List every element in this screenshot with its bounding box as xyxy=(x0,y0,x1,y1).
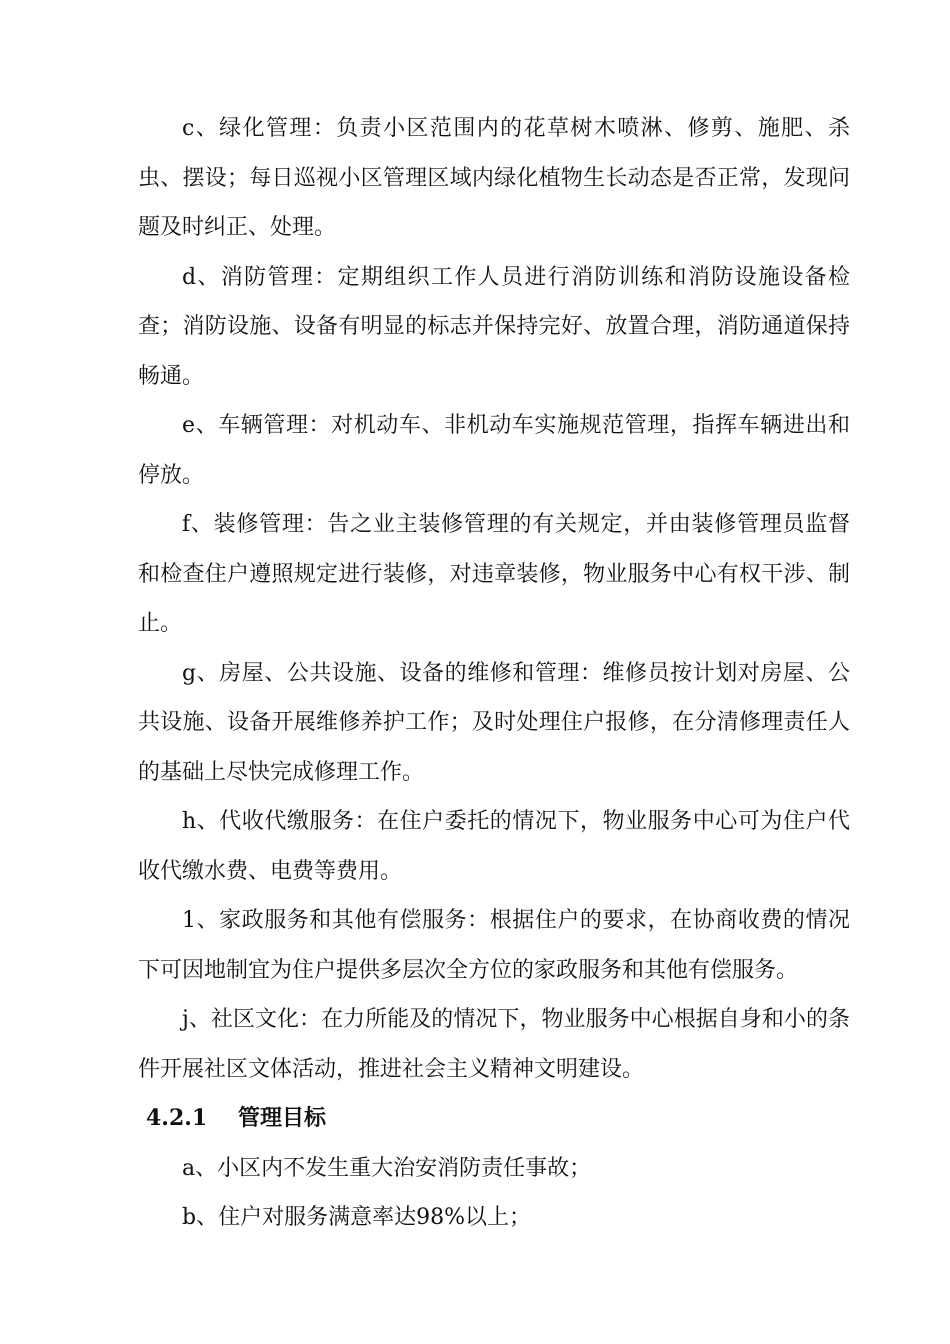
paragraph-fire-management: d、消防管理：定期组织工作人员进行消防训练和消防设施设备检查；消防设施、设备有明显的标志并保持完好、放置合理，消防通道保持畅通。 xyxy=(138,264,850,389)
paragraph-community-culture: j、社区文化：在力所能及的情况下，物业服务中心根据自身和小的条件开展社区文体活动，推进社会主义精神文明建设。 xyxy=(138,1007,850,1082)
paragraph-greening-management: c、绿化管理：负责小区范围内的花草树木喷淋、修剪、施肥、杀虫、摆设；每日巡视小区管理区域内绿化植物生长动态是否正常，发现问题及时纠正、处理。 xyxy=(138,116,850,240)
paragraph-collection-service: h、代收代缴服务：在住户委托的情况下，物业服务中心可为住户代收代缴水费、电费等费用。 xyxy=(138,809,850,884)
section-number: 4.2.1 xyxy=(146,1105,208,1131)
paragraph-goal-safety: a、小区内不发生重大治安消防责任事故； xyxy=(182,1155,592,1181)
document-body xyxy=(138,104,850,1243)
paragraph-goal-satisfaction: b、住户对服务满意率达98%以上； xyxy=(182,1205,531,1230)
paragraph-renovation-management: f、装修管理：告之业主装修管理的有关规定，并由装修管理员监督和检查住户遵照规定进行装修，对违章装修，物业服务中心有权干涉、制止。 xyxy=(138,512,850,636)
section-title: 管理目标 xyxy=(238,1105,327,1131)
section-heading xyxy=(138,1094,850,1144)
paragraph-vehicle-management: e、车辆管理：对机动车、非机动车实施规范管理，指挥车辆进出和停放。 xyxy=(138,413,850,488)
paragraph-maintenance-management: g、房屋、公共设施、设备的维修和管理：维修员按计划对房屋、公共设施、设备开展维修养护工作；及时处理住户报修，在分清修理责任人的基础上尽快完成修理工作。 xyxy=(138,660,850,785)
paragraph-housekeeping-service: 1、家政服务和其他有偿服务：根据住户的要求，在协商收费的情况下可因地制宜为住户提供多层次全方位的家政服务和其他有偿服务。 xyxy=(138,908,850,983)
